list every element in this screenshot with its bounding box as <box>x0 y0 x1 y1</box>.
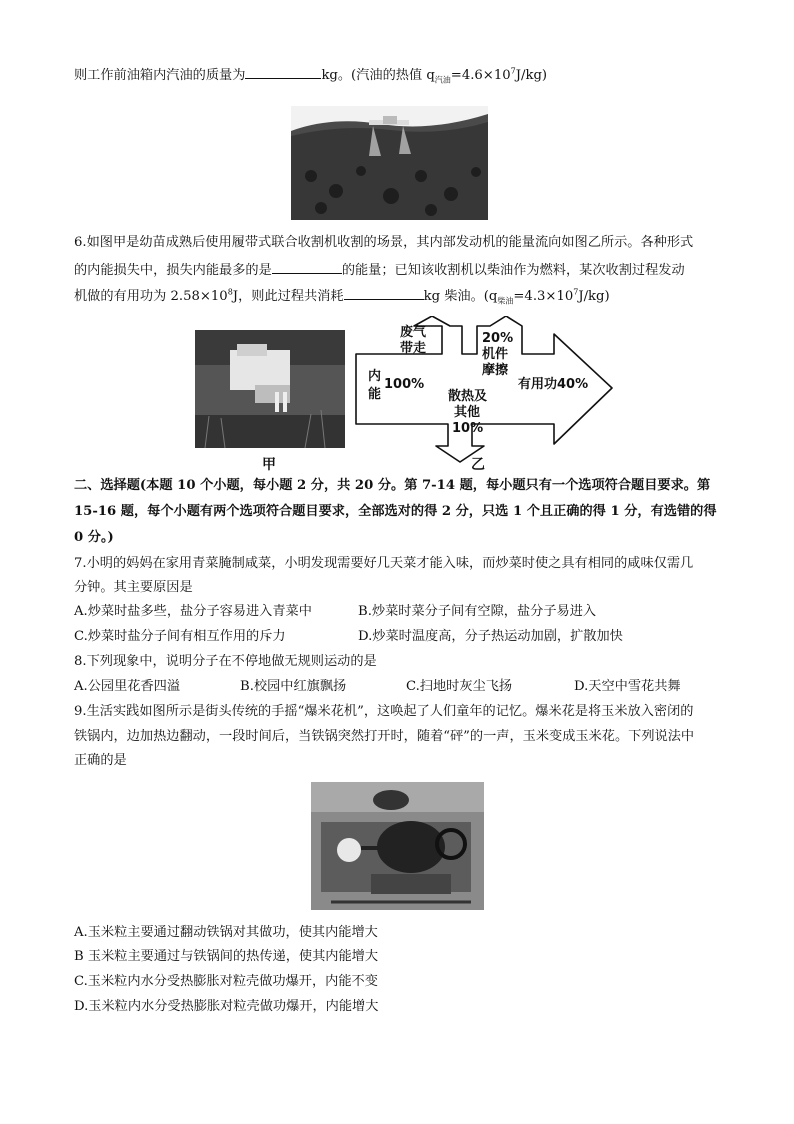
q7-option-b[interactable]: B.炒菜时菜分子间有空隙，盐分子易进入 <box>358 604 597 619</box>
q6-line1: 6.如图甲是幼苗成熟后使用履带式联合收割机收割的场景，其内部发动机的能量流向如图乙所示。各种形式 <box>74 235 694 250</box>
friction-pct: 20% <box>482 331 514 346</box>
q5-unit: J/kg) <box>515 68 548 83</box>
q6-line3-unit: J/kg) <box>578 289 610 304</box>
input-label-nei: 内 <box>368 369 382 384</box>
q8-option-d[interactable]: D.天空中雪花共舞 <box>574 679 681 694</box>
q7-option-a[interactable]: A.炒菜时盐多些，盐分子容易进入青菜中 <box>74 604 312 619</box>
exhaust-label-2: 带走 <box>400 341 427 356</box>
drone-photo <box>291 106 488 220</box>
caption-yi: 乙 <box>471 457 485 473</box>
q6-line2-pre: 的内能损失中，损失内能最多的是 <box>74 263 272 278</box>
q8-option-b[interactable]: B.校园中红旗飘扬 <box>240 679 347 694</box>
q5-text-post: kg。(汽油的热值 q <box>321 68 435 83</box>
caption-jia: 甲 <box>262 457 276 473</box>
q7-line2: 分钟。其主要原因是 <box>74 580 193 595</box>
heat-label-2: 其他 <box>454 405 481 420</box>
popcorn-machine-photo <box>311 782 484 910</box>
q8-option-a[interactable]: A.公园里花香四溢 <box>74 679 181 694</box>
q6-line3-exp2: 7 <box>573 287 579 297</box>
energy-flow-diagram <box>354 316 616 464</box>
q6-line2 <box>74 261 685 279</box>
q9-option-b[interactable]: B 玉米粒主要通过与铁锅间的热传递，使其内能增大 <box>74 949 379 964</box>
useful-work-label: 有用功40% <box>518 377 589 392</box>
friction-label-1: 机件 <box>482 347 509 362</box>
q6-line3 <box>74 287 610 305</box>
section2-line3: 0 分。) <box>74 530 114 545</box>
exhaust-label-1: 废气 <box>400 325 427 340</box>
q6-line3-pre: 机做的有用功为 2.58×10 <box>74 289 228 304</box>
harvester-image <box>195 330 345 448</box>
q5-text-pre: 则工作前油箱内汽油的质量为 <box>74 68 246 83</box>
q6-line2-post: 的能量；已知该收割机以柴油作为燃料，某次收割过程发动 <box>341 263 685 278</box>
section2-line1: 二、选择题(本题 10 个小题，每小题 2 分，共 20 分。第 7-14 题，每小题只有一个选项符合题目要求。第 <box>74 478 711 493</box>
q8-option-c[interactable]: C.扫地时灰尘飞扬 <box>406 679 513 694</box>
q9-option-a[interactable]: A.玉米粒主要通过翻动铁锅对其做功，使其内能增大 <box>74 925 378 940</box>
heat-label-1: 散热及 <box>448 389 488 404</box>
answer-blank[interactable] <box>245 66 321 79</box>
q9-option-d[interactable]: D.玉米粒内水分受热膨胀对粒壳做功爆开，内能增大 <box>74 999 379 1014</box>
q6-line3-val: =4.3×10 <box>513 289 574 304</box>
q6-line3-exp: 8 <box>227 287 233 297</box>
friction-label-2: 摩擦 <box>482 363 509 378</box>
q5-line <box>74 66 547 84</box>
q6-line3-post: kg 柴油。(q <box>423 289 498 304</box>
input-pct: 100% <box>384 377 425 392</box>
q8-stem: 8.下列现象中，说明分子在不停地做无规则运动的是 <box>74 654 377 669</box>
q6-line3-mid: J，则此过程共消耗 <box>232 289 344 304</box>
q5-sub: 汽油 <box>434 75 451 85</box>
heat-pct: 10% <box>452 421 484 436</box>
q7-line1: 7.小明的妈妈在家用青菜腌制咸菜，小明发现需要好几天菜才能入味，而炒菜时使之具有相同的咸味仅需几 <box>74 556 694 571</box>
answer-blank[interactable] <box>344 287 424 300</box>
harvester-photo <box>195 330 345 448</box>
q5-exp: 7 <box>510 66 516 76</box>
q9-line2: 铁锅内，边加热边翻动，一段时间后，当铁锅突然打开时，随着“砰”的一声，玉米变成玉米花。下列说法中 <box>74 729 695 744</box>
input-label-neng: 能 <box>368 387 382 402</box>
q7-option-d[interactable]: D.炒菜时温度高，分子热运动加剧，扩散加快 <box>358 629 623 644</box>
q7-option-c[interactable]: C.炒菜时盐分子间有相互作用的斥力 <box>74 629 286 644</box>
q6-line3-sub: 柴油 <box>497 296 514 306</box>
section2-line2: 15-16 题，每个小题有两个选项符合题目要求，全部选对的得 2 分，只选 1 个且正确的得 1 分，有选错的得 <box>74 504 717 519</box>
q5-value: =4.6×10 <box>450 68 511 83</box>
q9-line3: 正确的是 <box>74 753 127 768</box>
popcorn-machine-image <box>311 782 484 910</box>
q9-option-c[interactable]: C.玉米粒内水分受热膨胀对粒壳做功爆开，内能不变 <box>74 974 378 989</box>
drone-spraying-image <box>291 106 488 220</box>
q9-line1: 9.生活实践如图所示是街头传统的手摇“爆米花机”，这唤起了人们童年的记忆。爆米花是将玉米放入密闭的 <box>74 704 694 719</box>
answer-blank[interactable] <box>272 261 342 274</box>
